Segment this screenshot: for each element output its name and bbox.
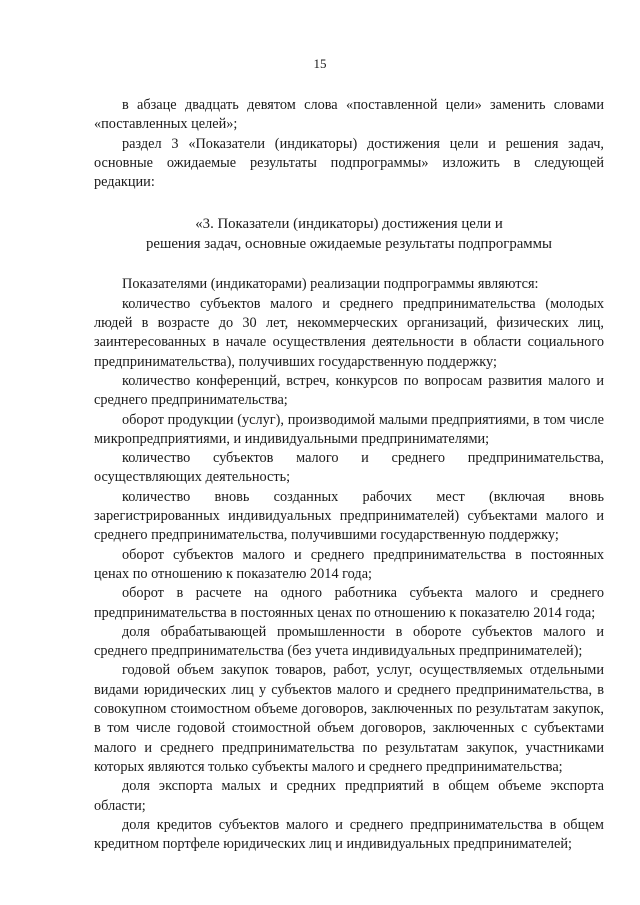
intro-paragraph: в абзаце двадцать девятом слова «поставленной цели» заменить словами «поставленных целей»; — [94, 97, 604, 133]
section-heading-line: «3. Показатели (индикаторы) достижения цели и — [195, 216, 503, 233]
body-paragraph: оборот продукции (услуг), производимой малыми предприятиями, в том числе микропредприятиями, и индивидуальными предпринимателями; — [94, 411, 604, 447]
body-paragraph: доля экспорта малых и средних предприятий в общем объеме экспорта области; — [94, 778, 604, 814]
body-paragraph: количество субъектов малого и среднего предпринимательства (молодых людей в возрасте до 30 лет, некоммерческих организаций, физических лиц, заинтересованных в начале осуществления деятельности в области социального предпринимательства), получивших государственную поддержку; — [94, 295, 604, 370]
body-paragraph: доля обрабатывающей промышленности в обороте субъектов малого и среднего предпринимательства (без учета индивидуальных предпринимателей); — [94, 623, 604, 660]
section-heading — [94, 214, 604, 254]
section-heading-line: решения задач, основные ожидаемые результаты подпрограммы — [146, 236, 552, 253]
body-paragraph: количество вновь созданных рабочих мест (включая вновь зарегистрированных индивидуальных предпринимателей) субъектами малого и среднего предпринимательства, получившими государственную поддержку; — [94, 488, 604, 544]
body-paragraph: оборот субъектов малого и среднего предпринимательства в постоянных ценах по отношению к показателю 2014 года; — [94, 546, 604, 582]
intro-paragraph: раздел 3 «Показатели (индикаторы) достижения цели и решения задач, основные ожидаемые результаты подпрограммы» изложить в следующей редакции: — [94, 135, 604, 191]
document-body — [94, 96, 604, 854]
body-paragraph: количество субъектов малого и среднего предпринимательства, осуществляющих деятельность; — [94, 450, 604, 486]
page-number: 15 — [313, 56, 327, 71]
body-paragraph: годовой объем закупок товаров, работ, услуг, осуществляемых отдельными видами юридических лиц у субъектов малого и среднего предпринимательства, в совокупном стоимостном объеме договоров, заключенных по результатам закупок, в том числе годовой стоимостной объем договоров, заключенных с субъектами малого и среднего предпринимательства по результатам закупок, участниками которых являются только субъекты малого и среднего предпринимательства; — [94, 662, 604, 775]
body-paragraph: количество конференций, встреч, конкурсов по вопросам развития малого и среднего предпринимательства; — [94, 372, 604, 409]
body-paragraph: Показателями (индикаторами) реализации подпрограммы являются: — [122, 276, 539, 293]
body-paragraph: доля кредитов субъектов малого и среднего предпринимательства в общем кредитном портфеле юридических лиц и индивидуальных предпринимателей; — [94, 816, 604, 853]
body-paragraph: оборот в расчете на одного работника субъекта малого и среднего предпринимательства в постоянных ценах по отношению к показателю 2014 года; — [94, 585, 604, 621]
